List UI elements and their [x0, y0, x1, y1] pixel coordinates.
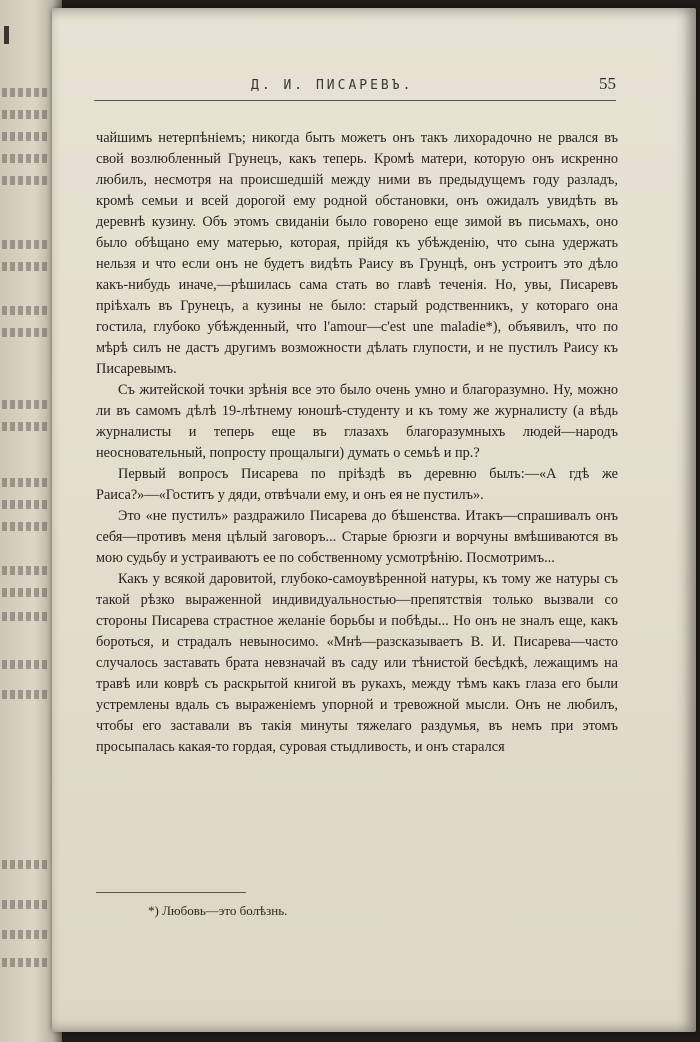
running-head — [96, 76, 616, 102]
paragraph: Съ житейской точки зрѣнія все это было очень умно и благоразумно. Ну, можно ли въ самомъ дѣлѣ 19-лѣтнему юношѣ-студенту и къ тому же журналисту (а вѣдь журналисты и теперь еще въ глазахъ благоразумныхъ людей—народъ неосновательный, попросту прощалыги) думать о семьѣ и пр.? — [96, 382, 618, 461]
previous-page-text-line — [2, 500, 48, 509]
previous-page-text-line — [2, 88, 48, 97]
paragraph: Какъ у всякой даровитой, глубоко-самоувѣренной натуры, къ тому же натуры съ такой рѣзко выраженной индивидуальностью—препятствія только вызвали со стороны Писарева страстное желаніе борьбы и побѣды... Но онъ не зналъ еще, какъ бороться, и страдалъ невыносимо. «Мнѣ—разсказываетъ В. И. Писарева—часто случалось заставать брата невзначай въ саду или тѣнистой бесѣдкѣ, лежащимъ на травѣ или коврѣ съ раскрытой книгой въ рукахъ, между тѣмъ какъ глаза его были устремлены вдаль съ выраженіемъ упорной и тревожной мысли. Онъ не любилъ, чтобы его заставали въ такія минуты тяжелаго раздумья, въ немъ при этомъ просыпалась какая-то гордая, суровая стыдливость, и онъ старался — [96, 571, 618, 755]
footnote: *) Любовь—это болѣзнь. — [148, 903, 288, 918]
previous-page-text-line — [2, 176, 48, 185]
paragraph: чайшимъ нетерпѣніемъ; никогда быть можетъ онъ такъ лихорадочно не рвался въ свой возлюбленный Грунецъ, какъ теперь. Кромѣ матери, которую онъ искренно любилъ, несмотря на происшедшій между ними въ предыдущемъ году разладъ, кромѣ семьи и всей дорогой ему родной обстановки, онъ ожидалъ увидѣть въ деревнѣ кузину. Объ этомъ свиданіи было говорено еще зимой въ письмахъ, оно было обѣщано ему матерью, которая, прійдя къ убѣжденію, что сына удержать нельзя и что если онъ не будетъ видѣть Раису въ Грунцѣ, онъ устроитъ это дѣло какъ-нибудь иначе,—рѣшилась сама стать во главѣ теченія. Но, увы, Писаревъ пріѣхалъ въ Грунецъ, а кузины не было: старый родственникъ, у котораго она гостила, глубоко убѣжденный, что l'amour—c'est une maladie*), объявилъ, что по мѣрѣ силъ не дастъ другимъ возможности дѣлать глупости, и не пустилъ Раису къ Писаревымъ. — [96, 130, 618, 377]
paragraph: Это «не пустилъ» раздражило Писарева до бѣшенства. Итакъ—спрашивалъ онъ себя—противъ меня цѣлый заговоръ... Старые брюзги и ворчуны вмѣшиваются въ мою судьбу и устраиваютъ ее по собственному усмотрѣнію. Посмотримъ... — [96, 508, 618, 566]
previous-page-text-line — [2, 612, 48, 621]
previous-page-text-line — [2, 240, 48, 249]
previous-page-text-line — [2, 930, 48, 939]
previous-page-text-line — [2, 588, 48, 597]
previous-page-text-line — [2, 422, 48, 431]
previous-page-text-line — [2, 110, 48, 119]
footnote-rule — [96, 892, 246, 893]
previous-page-text-line — [2, 154, 48, 163]
page-number: 55 — [599, 74, 616, 93]
previous-page-text-line — [2, 522, 48, 531]
previous-page-text-line — [2, 478, 48, 487]
previous-page-text-line — [2, 328, 48, 337]
previous-page-text-line — [2, 660, 48, 669]
previous-page-text-line — [2, 958, 48, 967]
paragraph: Первый вопросъ Писарева по пріѣздѣ въ деревню былъ:—«А гдѣ же Раиса?»—«Гоститъ у дяди, отвѣчали ему, и онъ ея не пустилъ». — [96, 466, 618, 503]
previous-page-text-line — [2, 690, 48, 699]
previous-page-text-line — [2, 860, 48, 869]
header-rule — [94, 100, 616, 101]
book-page — [52, 8, 696, 1032]
previous-page-text-line — [2, 262, 48, 271]
previous-page-text-line — [2, 900, 48, 909]
body-text — [96, 128, 618, 758]
running-title: Д. И. ПИСАРЕВЪ. — [251, 78, 414, 93]
previous-page-text-line — [2, 566, 48, 575]
previous-page-text-line — [2, 306, 48, 315]
previous-page-mark — [4, 26, 9, 44]
previous-page-text-line — [2, 400, 48, 409]
previous-page-text-line — [2, 132, 48, 141]
